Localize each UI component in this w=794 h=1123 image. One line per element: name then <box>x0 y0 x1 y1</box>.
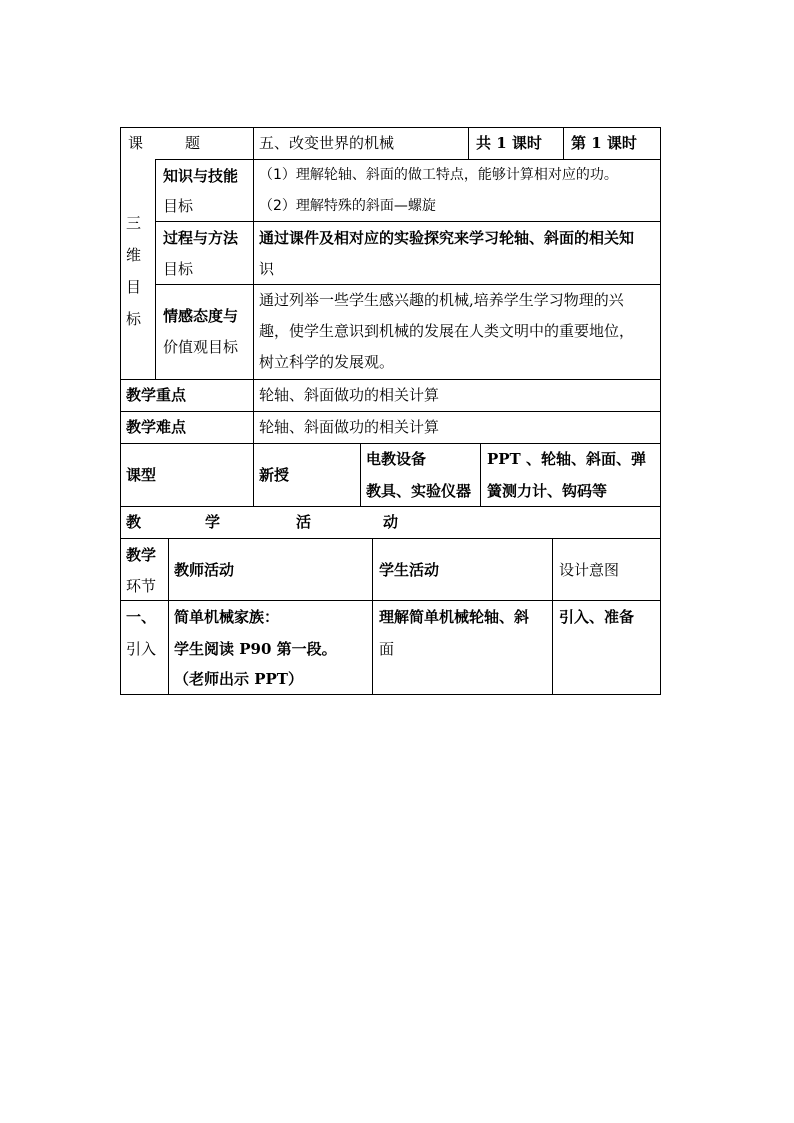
lesson-type-label: 课型 <box>126 466 157 484</box>
topic-value: 五、改变世界的机械 <box>259 134 395 152</box>
design-intent-cell: 引入、准备 <box>559 608 635 626</box>
total-hours: 共 1 课时 <box>476 134 542 152</box>
key-point-label: 教学重点 <box>126 386 187 404</box>
lesson-number: 第 1 课时 <box>571 134 637 152</box>
teacher-activity-header: 教师活动 <box>174 561 235 579</box>
design-intent-header: 设计意图 <box>559 561 620 579</box>
difficult-point-value: 轮轴、斜面做功的相关计算 <box>259 418 440 436</box>
difficult-point-label: 教学难点 <box>126 418 187 436</box>
topic-label: 课 题 <box>128 134 200 152</box>
student-activity-header: 学生活动 <box>379 561 440 579</box>
key-point-value: 轮轴、斜面做功的相关计算 <box>259 386 440 404</box>
lesson-type-value: 新授 <box>259 466 290 484</box>
